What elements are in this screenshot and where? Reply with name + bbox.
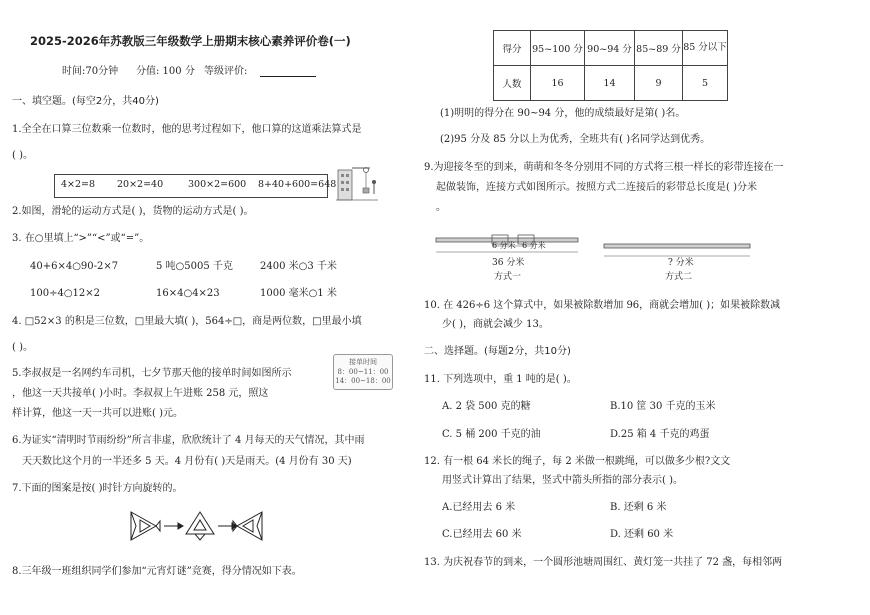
q5-text-line-2: ，他这一天共接单( )小时。李叔叔上午进账 258 元，照这 — [12, 388, 269, 399]
score-table-header: 95~100 分 — [531, 31, 585, 66]
cargo-box — [363, 188, 369, 193]
pulley-building — [338, 170, 352, 200]
q9-method-2-total: ? 分米 — [668, 258, 694, 268]
q12-option-b[interactable]: B. 还剩 6 米 — [610, 502, 667, 513]
q7-text: 7.下面的图案是按( )时针方向旋转的。 — [12, 483, 183, 494]
rotation-figure-1 — [131, 512, 160, 540]
q9-method-1-label-a: 6 分米 — [492, 241, 516, 250]
q1-step-3: 300×2=600 — [188, 179, 247, 190]
q9-method-1-total: 36 分米 — [492, 258, 525, 268]
score-table-row-label: 人数 — [494, 66, 531, 101]
score-table-cell: 9 — [635, 66, 683, 101]
ribbon-method-2-bar — [604, 244, 750, 248]
score-table-cell: 16 — [531, 66, 585, 101]
q1-calculation-box — [54, 174, 337, 198]
q9-method-1-name: 方式一 — [494, 272, 522, 282]
exam-grade-label: 等级评价: — [204, 66, 248, 77]
q3-compare-6[interactable]: 1000 毫米○1 米 — [260, 288, 337, 299]
pulley-illustration — [336, 164, 378, 202]
q3-compare-3[interactable]: 2400 米○3 千米 — [260, 261, 337, 272]
q8-sub-2: (2)95 分及 85 分以上为优秀，全班共有( )名同学达到优秀。 — [440, 134, 711, 145]
score-table-header: 得分 — [494, 31, 531, 66]
q5-text-line-1: 5.李叔叔是一名网约车司机，七夕节那天他的接单时间如图所示 — [12, 368, 292, 379]
q6-text-line-2: 天天数比这个月的一半还多 5 天。4 月份有( )天是雨天。(4 月份有 30 天) — [22, 456, 352, 467]
exam-score: 分值: 100 分 — [136, 66, 195, 77]
q9-method-1-label-b: 6 分米 — [522, 241, 546, 250]
q9-text-line-1: 9.为迎接冬至的到来，萌萌和冬冬分别用不同的方式将三根一样长的彩带连接在一 — [424, 162, 784, 173]
q4-text: 4. □52×3 的积是三位数，□里最大填( )，564÷□，商是两位数，□里最小填 — [12, 316, 362, 327]
q5-schedule-row-2: 14：00~18：00 — [335, 377, 391, 385]
q12-text-line-1: 12. 有一根 64 米长的绳子，每 2 米做一根跳绳，可以做多少根?文文 — [424, 456, 731, 467]
q12-option-a[interactable]: A.已经用去 6 米 — [442, 502, 516, 513]
rotation-arrow-2 — [218, 523, 237, 529]
q3-compare-2[interactable]: 5 吨○5005 千克 — [156, 261, 233, 272]
rotation-figure-3 — [233, 512, 262, 540]
q1-step-4: 8+40+600=648 — [258, 179, 337, 190]
q3-compare-4[interactable]: 100÷4○12×2 — [30, 288, 101, 299]
q5-text-line-3: 样计算，他这一天一共可以进账( )元。 — [12, 408, 183, 419]
q8-sub-1: (1)明明的得分在 90~94 分，他的成绩最好是第( )名。 — [440, 108, 686, 119]
q1-answer-blank[interactable]: ( )。 — [12, 150, 33, 161]
q7-rotation-pattern — [126, 508, 266, 544]
q9-text-line-2: 起做装饰，连接方式如图所示。按照方式二连接后的彩带总长度是( )分米 — [436, 182, 757, 193]
q2-text: 2.如图，滑轮的运动方式是( )，货物的运动方式是( )。 — [12, 206, 254, 217]
score-table-cell: 14 — [585, 66, 635, 101]
q11-stem: 11. 下列选项中，重 1 吨的是( )。 — [424, 374, 577, 385]
q13-text: 13. 为庆祝春节的到来，一个圆形池塘周围红、黄灯笼一共挂了 72 盏，每相邻两 — [424, 557, 783, 568]
rotation-figure-2 — [186, 512, 214, 540]
q1-step-1: 4×2=8 — [61, 179, 96, 190]
q12-option-d[interactable]: D. 还剩 60 米 — [610, 529, 674, 540]
q9-method-2-name: 方式二 — [665, 272, 693, 282]
q5-schedule-row-1: 8：00~11：00 — [337, 368, 389, 376]
page-title: 2025-2026年苏教版三年级数学上册期末核心素养评价卷(一) — [30, 34, 351, 48]
q10-text-line-1: 10. 在 426÷6 这个算式中，如果被除数增加 96，商就会增加( )；如果被除数减 — [424, 300, 781, 311]
q12-option-c[interactable]: C.已经用去 60 米 — [442, 529, 522, 540]
q4-answer-blank[interactable]: ( )。 — [12, 342, 33, 353]
q3-title: 3. 在○里填上“>”“<”或“=”。 — [12, 233, 150, 244]
q6-text-line-1: 6.为证实“清明时节雨纷纷”所言非虚，欣欣统计了 4 月每天的天气情况，其中雨 — [12, 435, 365, 446]
q1-step-2: 20×2=40 — [117, 179, 164, 190]
score-table-header-row — [494, 31, 728, 66]
score-table-cell: 5 — [683, 66, 728, 101]
q8-text: 8.三年级一班组织同学们参加“元宵灯谜”竞赛，得分情况如下表。 — [12, 566, 302, 577]
q12-text-line-2: 用竖式计算出了结果，竖式中箭头所指的部分表示( )。 — [442, 475, 683, 486]
q9-text-line-3: 。 — [436, 202, 446, 213]
exam-time: 时间:70分钟 — [62, 66, 119, 77]
q10-text-line-2: 少( )，商就会减少 13。 — [442, 319, 549, 330]
q5-schedule-title: 接单时间 — [349, 358, 377, 366]
rotation-arrow-1 — [164, 523, 183, 529]
q11-option-c[interactable]: C. 5 桶 200 千克的油 — [442, 429, 541, 440]
q3-compare-5[interactable]: 16×4○4×23 — [156, 288, 220, 299]
score-table-header: 85 分以下 — [683, 31, 728, 66]
q3-compare-1[interactable]: 40+6×4○90-2×7 — [30, 261, 119, 272]
q11-option-a[interactable]: A. 2 袋 500 克的糖 — [442, 401, 531, 412]
section-1-heading: 一、填空题。(每空2分，共40分) — [12, 96, 159, 107]
score-table — [493, 30, 728, 101]
section-2-heading: 二、选择题。(每题2分，共10分) — [424, 346, 571, 357]
score-table-count-row — [494, 66, 728, 101]
grade-blank[interactable] — [260, 66, 316, 77]
q11-option-d[interactable]: D.25 箱 4 千克的鸡蛋 — [610, 429, 710, 440]
q5-schedule-card — [333, 354, 393, 390]
score-table-header: 85~89 分 — [635, 31, 683, 66]
score-table-header: 90~94 分 — [585, 31, 635, 66]
q11-option-b[interactable]: B.10 筐 30 千克的玉米 — [610, 401, 716, 412]
q1-text: 1.全全在口算三位数乘一位数时，他的思考过程如下，他口算的这道乘法算式是 — [12, 124, 362, 135]
